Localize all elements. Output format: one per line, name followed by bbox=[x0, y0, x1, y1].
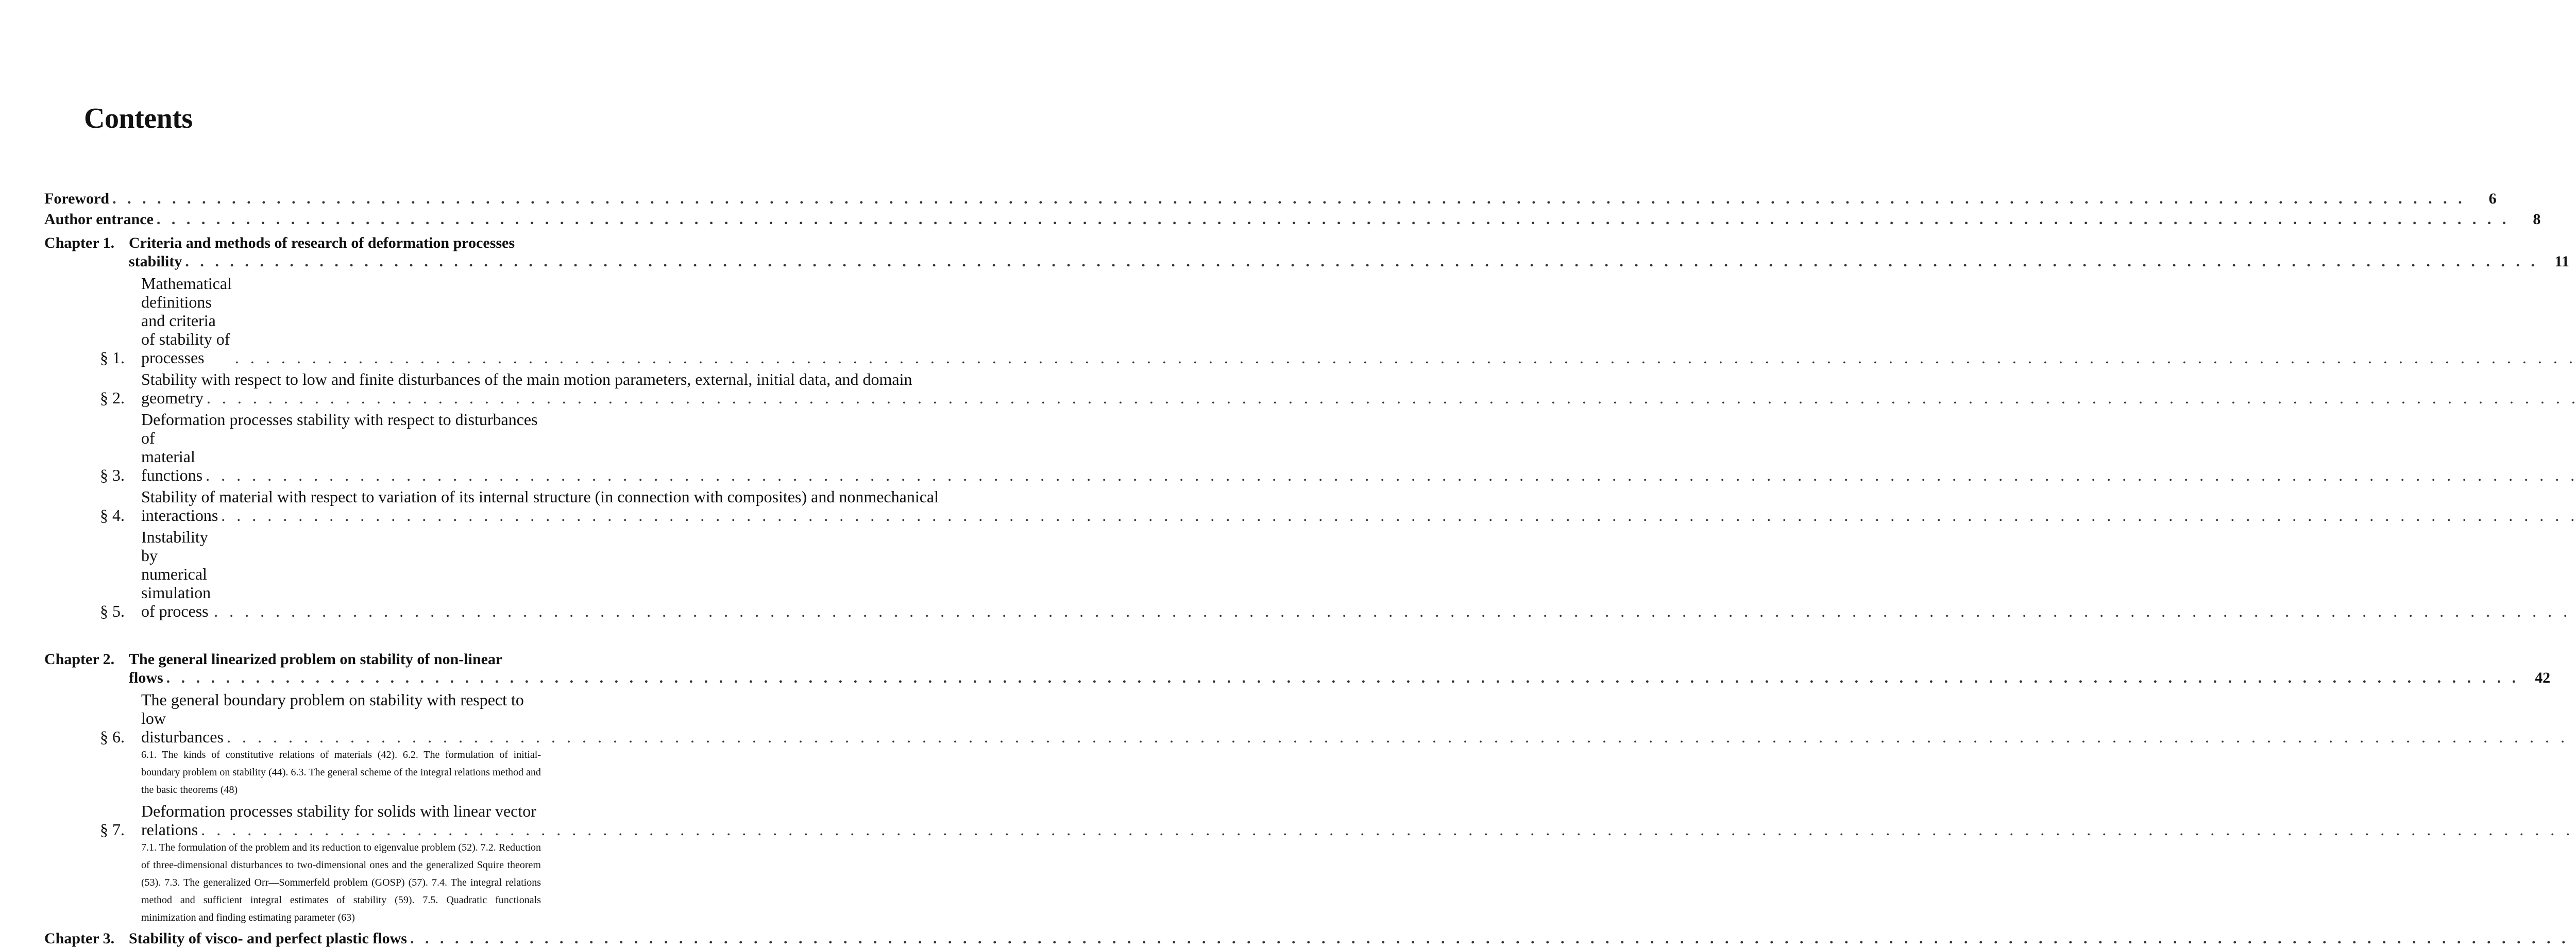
section-title: Deformation processes stability with respect to disturbances bbox=[141, 410, 538, 429]
chapter-label: Chapter 3. bbox=[44, 930, 115, 947]
page-title: Contents bbox=[84, 103, 193, 134]
section-title: Instability by numerical simulation of process bbox=[141, 528, 211, 620]
page-number: 8 bbox=[2533, 211, 2541, 228]
entry-label: Foreword bbox=[44, 190, 110, 207]
section-number: § 6. bbox=[100, 727, 125, 746]
section-number: § 2. bbox=[100, 388, 125, 407]
section-number: § 4. bbox=[100, 506, 125, 524]
toc-entry-author-entrance[interactable] bbox=[44, 208, 2541, 229]
section-number: § 1. bbox=[100, 348, 125, 367]
toc-section-5[interactable] bbox=[44, 528, 580, 620]
dot-leader bbox=[218, 506, 2576, 524]
dot-leader bbox=[182, 252, 2538, 271]
toc-section-1[interactable] bbox=[44, 274, 580, 367]
toc-chapter-2[interactable] bbox=[44, 650, 2551, 687]
chapter-title-cont: flows bbox=[129, 669, 163, 686]
dot-leader bbox=[211, 602, 2576, 620]
page-number: 42 bbox=[2535, 669, 2551, 686]
section-number: § 7. bbox=[100, 820, 125, 839]
dot-leader bbox=[198, 820, 2576, 839]
section-title-cont: low disturbances bbox=[141, 709, 224, 746]
toc-entry-foreword[interactable] bbox=[44, 188, 2497, 208]
toc-section-2[interactable] bbox=[44, 370, 912, 407]
chapter-title: Stability of visco- and perfect plastic flows bbox=[129, 930, 407, 947]
entry-label: Author entrance bbox=[44, 211, 154, 228]
dot-leader bbox=[224, 727, 2576, 746]
section-title: Mathematical definitions and criteria of stability of processes bbox=[141, 274, 232, 367]
chapter-title: Criteria and methods of research of deformation processes bbox=[129, 234, 515, 251]
section-title-cont: relations bbox=[141, 820, 198, 839]
dot-leader bbox=[109, 190, 2466, 208]
chapter-gap bbox=[44, 620, 580, 645]
page-number: 11 bbox=[2554, 253, 2569, 270]
section-title: Deformation processes stability for solids with linear vector bbox=[141, 802, 536, 820]
dot-leader bbox=[204, 388, 2576, 407]
section-title: Stability of material with respect to variation of its internal structure (in connection with composites) and nonmechanical bbox=[141, 487, 939, 506]
dot-leader bbox=[407, 929, 2576, 948]
toc-chapter-1[interactable] bbox=[44, 234, 2569, 271]
dot-leader bbox=[202, 466, 2576, 484]
chapter-label: Chapter 1. bbox=[44, 234, 115, 251]
page-number: 6 bbox=[2488, 190, 2497, 207]
chapter-title: The general linearized problem on stability of non-linear bbox=[129, 651, 503, 668]
dot-leader bbox=[163, 669, 2520, 687]
dot-leader bbox=[154, 210, 2510, 229]
dot-leader bbox=[232, 348, 2576, 367]
chapter-label: Chapter 2. bbox=[44, 651, 115, 668]
section-number: § 3. bbox=[100, 466, 125, 484]
subsection-list: 7.1. The formulation of the problem and its reduction to eigenvalue problem (52). 7.2. Reduction of three-dimensional disturbances to two-dimensional ones and the generalized Squire theorem (53). 7.3. The generalized Orr—Sommerfeld problem (GOSP) (57). 7.4. The integral relations method and sufficient integral estimates of stability (59). 7.5. Quadratic functionals minimization and finding estimating parameter (63) bbox=[141, 842, 541, 923]
section-title-cont: interactions bbox=[141, 506, 218, 524]
subsection-list: 6.1. The kinds of constitutive relations of materials (42). 6.2. The formulation of initial-boundary problem on stability (44). 6.3. The general scheme of the integral relations method and the basic theorems (48) bbox=[141, 749, 541, 795]
section-number: § 5. bbox=[100, 602, 125, 620]
chapter-title-cont: stability bbox=[129, 253, 182, 270]
section-title-cont: of material functions bbox=[141, 429, 203, 484]
toc-section-4[interactable] bbox=[44, 487, 939, 524]
toc-section-6[interactable] bbox=[44, 690, 580, 746]
toc-chapter-3[interactable] bbox=[44, 929, 580, 948]
section-title: Stability with respect to low and finite disturbances of the main motion parameters, external, initial data, and domain bbox=[141, 370, 912, 388]
toc-section-3[interactable] bbox=[44, 410, 580, 484]
section-title: The general boundary problem on stability with respect to bbox=[141, 690, 524, 709]
table-of-contents bbox=[44, 188, 2569, 948]
toc-section-7[interactable] bbox=[44, 802, 580, 839]
section-title-cont: geometry bbox=[141, 388, 204, 407]
